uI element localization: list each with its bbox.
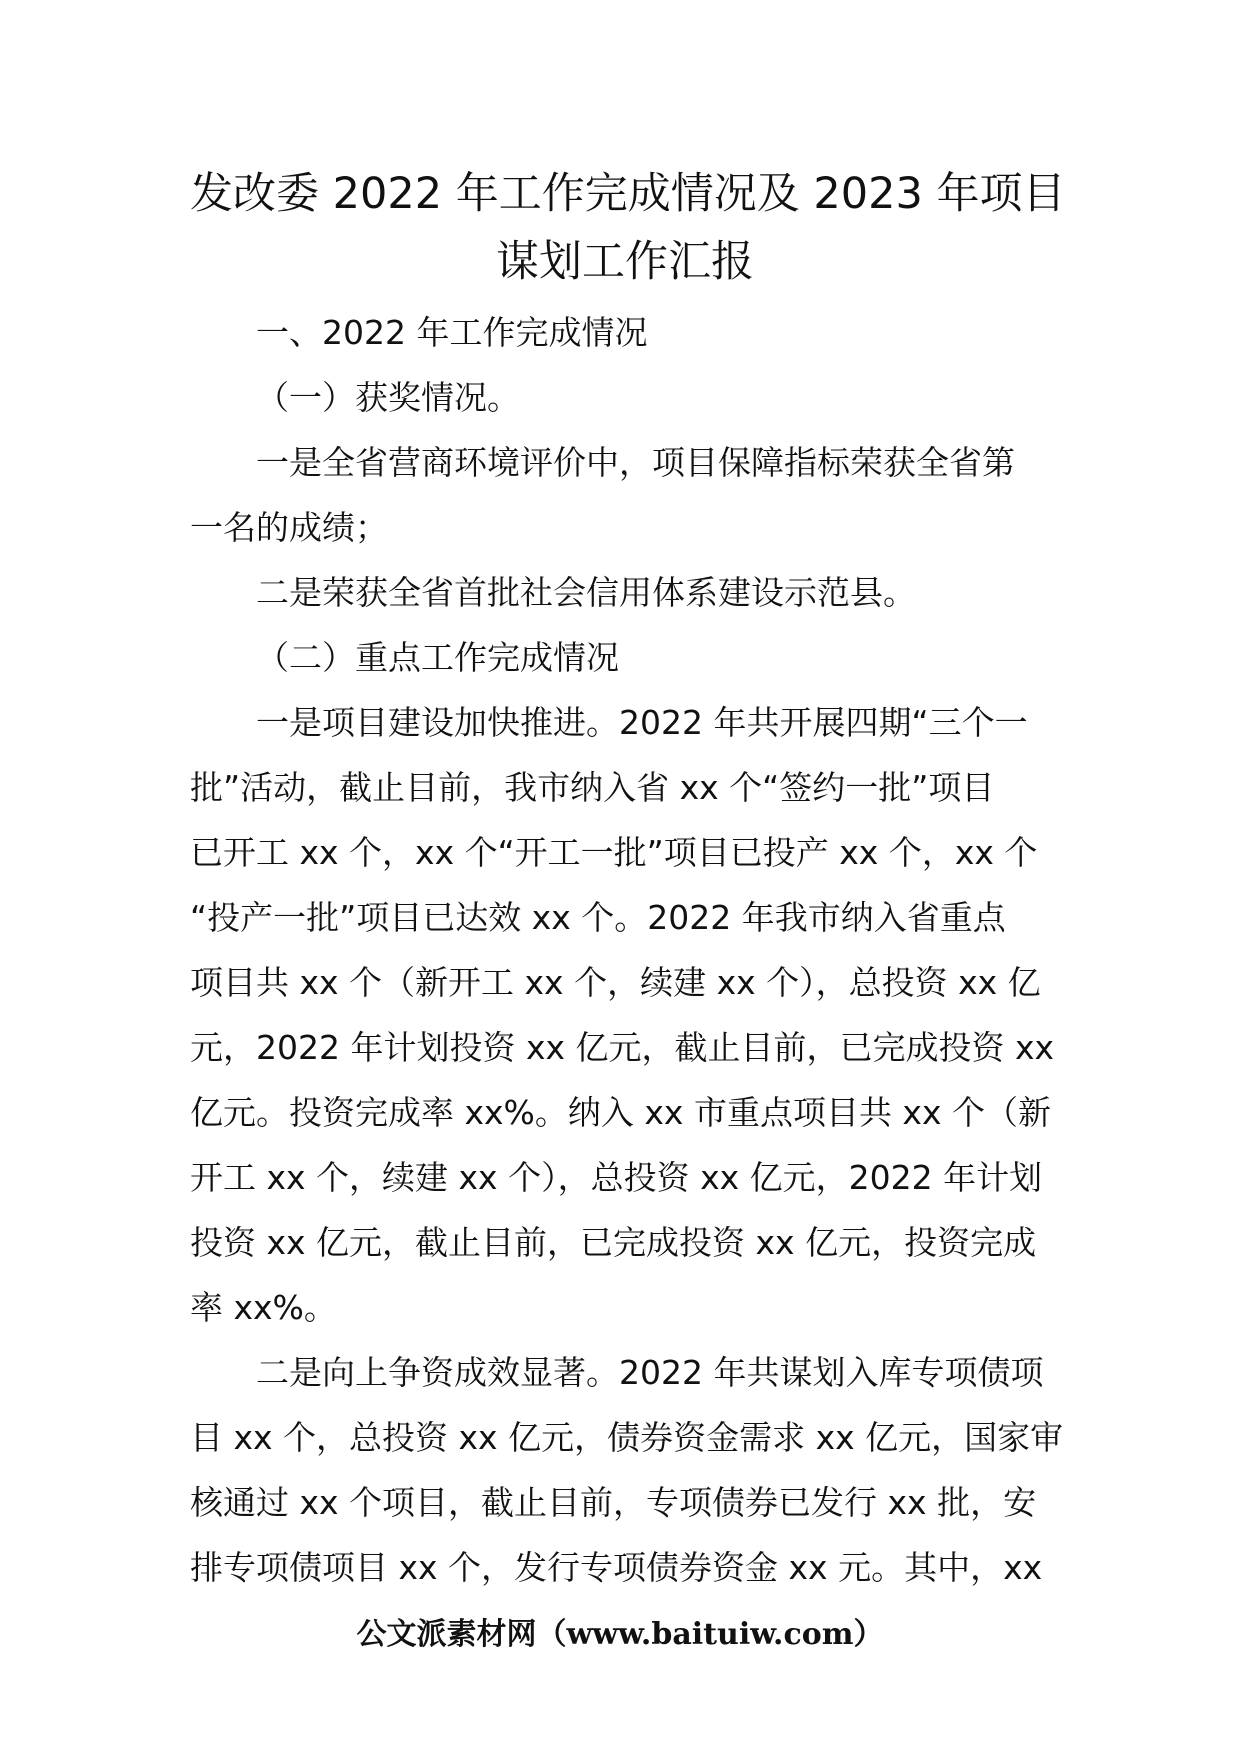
funding-paragraph	[190, 1340, 1064, 1600]
subsection-heading-key-work-text: （二）重点工作完成情况	[256, 638, 619, 677]
document-body	[190, 300, 1064, 1600]
award-paragraph-1	[190, 430, 1058, 560]
projects-line: 项目共 xx 个（新开工 xx 个，续建 xx 个），总投资 xx 亿	[190, 963, 1041, 1002]
subsection-heading-awards-text: （一）获奖情况。	[256, 378, 520, 417]
funding-line: 核通过 xx 个项目，截止目前，专项债券已发行 xx 批，安	[190, 1483, 1037, 1522]
subsection-heading-key-work	[190, 625, 1058, 690]
projects-line: 已开工 xx 个，xx 个“开工一批”项目已投产 xx 个，xx 个	[190, 833, 1038, 872]
section-heading-text: 一、2022 年工作完成情况	[256, 313, 648, 352]
projects-line: 一是项目建设加快推进。2022 年共开展四期“三个一	[256, 703, 1028, 742]
award-paragraph-2	[190, 560, 1058, 625]
award-1-line-1: 一是全省营商环境评价中，项目保障指标荣获全省第	[256, 443, 1015, 482]
funding-line: 二是向上争资成效显著。2022 年共谋划入库专项债项	[256, 1353, 1044, 1392]
projects-line: 率 xx%。	[190, 1288, 337, 1327]
document-title	[190, 160, 1066, 296]
projects-line: “投产一批”项目已达效 xx 个。2022 年我市纳入省重点	[190, 898, 1006, 937]
title-line-1: 发改委 2022 年工作完成情况及 2023 年项目	[190, 169, 1066, 219]
projects-line: 元，2022 年计划投资 xx 亿元，截止目前，已完成投资 xx	[190, 1028, 1055, 1067]
projects-line: 投资 xx 亿元，截止目前，已完成投资 xx 亿元，投资完成	[190, 1223, 1037, 1262]
footer-source: 公文派素材网（www.baituiw.com）	[356, 1617, 884, 1652]
projects-line: 批”活动，截止目前，我市纳入省 xx 个“签约一批”项目	[190, 768, 995, 807]
projects-line: 开工 xx 个，续建 xx 个），总投资 xx 亿元，2022 年计划	[190, 1158, 1043, 1197]
subsection-heading-awards	[190, 365, 1058, 430]
funding-line: 目 xx 个，总投资 xx 亿元，债券资金需求 xx 亿元，国家审	[190, 1418, 1064, 1457]
projects-line: 亿元。投资完成率 xx%。纳入 xx 市重点项目共 xx 个（新	[190, 1093, 1051, 1132]
award-1-line-2: 一名的成绩；	[190, 508, 388, 547]
section-heading	[190, 300, 1058, 365]
funding-line: 排专项债项目 xx 个，发行专项债券资金 xx 元。其中，xx	[190, 1548, 1043, 1587]
award-2-line: 二是荣获全省首批社会信用体系建设示范县。	[256, 573, 916, 612]
projects-paragraph	[190, 690, 1058, 1340]
title-line-2: 谋划工作汇报	[496, 237, 754, 287]
